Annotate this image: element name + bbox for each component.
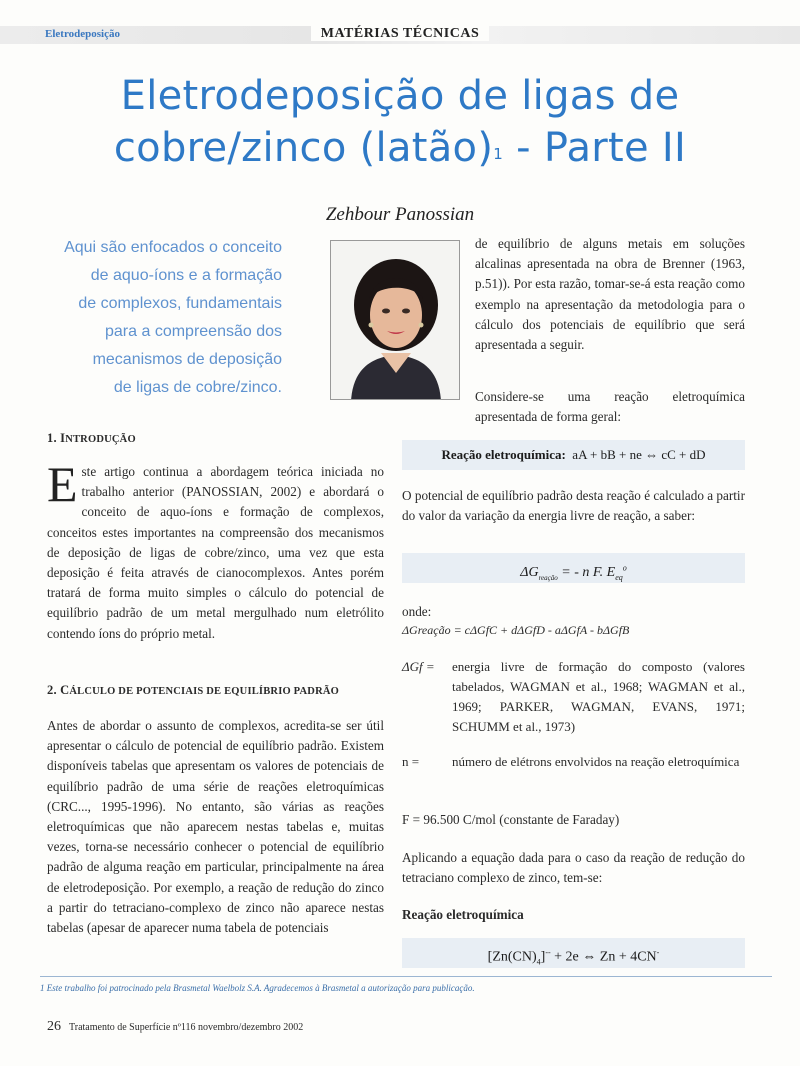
heading-rest: NTRODUÇÃO (65, 434, 136, 445)
heading-cap: I (60, 431, 66, 445)
section-2-body: Antes de abordar o assunto de complexos, acredita-se ser útil apresentar o cálculo de potencial de equilíbrio padrão. Existem disponíveis tabelas que apresentam os valores de potenciais de equilíbrio padrão de uma série de reações eletroquímicas (CRC..., 1995-1996). No entanto, são várias as reações eletroquímicas que não aparecem nestas tabelas e, muitas vezes, torna-se necessário conhecer o potencial de equilíbrio padrão de alguma reação em particular, principalmente na área de eletrodeposição. Por exemplo, a reação de redução do zinco a partir do tetraciano-complexo de zinco não aparece nestas tabelas (apesar de aparecer numa tabela de potenciais (47, 718, 384, 936)
author-portrait-illustration (331, 241, 460, 400)
zinc-eq-part: ] (540, 949, 546, 965)
zinc-eq-charge: -- (545, 948, 551, 957)
delta-g-formula: ΔGreação = cΔGfC + dΔGfD - aΔGfA - bΔGfB (402, 623, 630, 637)
gibbs-lhs: ΔG (520, 564, 539, 580)
definition-n (402, 752, 745, 772)
zinc-eq-sub: 4 (536, 957, 541, 967)
right-paragraph-4: Aplicando a equação dada para o caso da reação de redução do tetraciano complexo de zinco, tem-se: (402, 850, 745, 886)
journal-info: Tratamento de Superfície nº116 novembro/dezembro 2002 (69, 1022, 304, 1033)
lead-line: para a compreensão dos (105, 323, 282, 340)
lead-line: Aqui são enfocados o conceito (64, 239, 282, 256)
author-photo (330, 240, 460, 400)
delta-g-reaction-equation (402, 620, 745, 640)
equation-label: Reação eletroquímica: (441, 447, 566, 462)
drop-cap: E (47, 456, 78, 512)
gibbs-sub-eq: eq (615, 572, 623, 582)
section-1-heading (47, 428, 384, 450)
gibbs-equation (402, 553, 745, 583)
lead-paragraph (30, 234, 282, 402)
section-1-text: ste artigo continua a abordagem teórica iniciada no trabalho anterior (PANOSSIAN, 2002) e abordará o conceito de aquo-íons e formação de complexos, conceitos estes importantes na compreensão dos mecanismos de deposição de ligas de cobre/zinco, uma vez que esta deposição é feita através de cianocomplexos. Antes porém tratará de forma muito simples o cálculo do potencial de equilíbrio padrão de um metal mergulhado num eletrólito contendo íons do próprio metal. (47, 464, 384, 641)
zinc-eq-charge: - (656, 948, 660, 957)
heading-cap: C (60, 683, 70, 697)
gibbs-rhs: = - n F. E (557, 564, 616, 580)
equation-body: aA + bB + ne ⇔ cC + dD (572, 447, 706, 462)
article-title (40, 70, 760, 174)
author-name: Zehbour Panossian (325, 204, 475, 225)
section-2-heading (47, 680, 384, 702)
right-paragraph-1: de equilíbrio de alguns metais em soluções alcalinas apresentada na obra de Brenner (1963, p.51)). Por esta razão, tomar-se-á esta reação como exemplo na apresentação da metodologia para o cálculo dos potenciais de equilíbrio que será apresentada a seguir. (475, 236, 745, 353)
definition-text: número de elétrons envolvidos na reação eletroquímica (452, 754, 740, 769)
section-title (0, 26, 800, 42)
heading-number: 1. (47, 431, 61, 445)
section-tag: Eletrodeposição (45, 28, 120, 40)
title-line-2-text: cobre/zinco (latão) (113, 125, 494, 171)
gibbs-sub: reação (538, 573, 558, 582)
section-title-text: MATÉRIAS TÉCNICAS (311, 26, 490, 41)
zinc-eq-part: [Zn(CN) (487, 949, 537, 965)
lead-line: mecanismos de deposição (92, 351, 282, 368)
definition-symbol: ΔGf = (402, 659, 435, 674)
heading-number: 2. (47, 683, 61, 697)
title-line-2-end: - Parte II (503, 125, 687, 171)
page-number: 26 (47, 1019, 61, 1034)
lead-line: de ligas de cobre/zinco. (113, 379, 282, 396)
footnote-divider (40, 976, 772, 977)
right-paragraph-2: Considere-se uma reação eletroquímica apresentada de forma geral: (475, 389, 745, 425)
heading-rest: ÁLCULO DE POTENCIAIS DE EQUILÍBRIO PADRÃO (69, 686, 340, 697)
right-paragraph-3: O potencial de equilíbrio padrão desta reação é calculado a partir do valor da variação da energia livre de reação, a saber: (402, 488, 745, 524)
lead-line: de complexos, fundamentais (78, 295, 282, 312)
general-reaction-equation (402, 440, 745, 470)
title-line-2 (40, 122, 760, 174)
definition-symbol: n = (402, 754, 420, 769)
footnote: 1 Este trabalho foi patrocinado pela Brasmetal Waelbolz S.A. Agradecemos à Brasmetal a autorização para publicação. (40, 983, 475, 993)
lead-line: de aquo-íons e a formação (90, 267, 282, 284)
definition-delta-g (402, 657, 745, 737)
definition-text: energia livre de formação do composto (valores tabelados, WAGMAN et al., 1968; WAGMAN et al., 1969; PARKER, WAGMAN, EVANS, 1971; SCHUMM et al., 1973) (452, 659, 745, 734)
title-line-1: Eletrodeposição de ligas de (120, 73, 680, 119)
page-footer (47, 1019, 303, 1035)
gibbs-sup: o (622, 563, 627, 572)
section-1-body (47, 456, 384, 644)
zinc-eq-part: + 2e ⇔ Zn + 4CN (550, 949, 657, 965)
onde-label: onde: (402, 604, 432, 619)
zinc-reaction-label: Reação eletroquímica (402, 907, 524, 922)
zinc-reaction-equation (402, 938, 745, 968)
footnote-marker: 1 (493, 145, 504, 163)
definition-faraday: F = 96.500 C/mol (constante de Faraday) (402, 812, 620, 827)
